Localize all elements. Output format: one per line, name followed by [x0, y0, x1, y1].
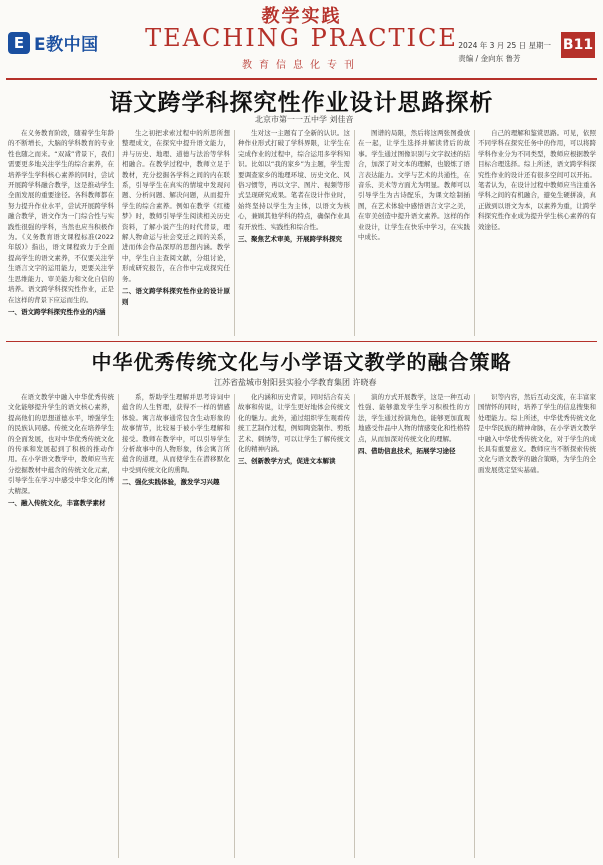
article1-column-4: [358, 128, 470, 338]
article2-col5-text: 识等内容，然后互动交流，在丰富家国情怀的同时，培养了学生的信息搜集和处理能力。综上所述，中华优秀传统文化是中华民族的精神命脉，在小学语文教学中融入中华优秀传统文化，对于学生的成长具有重要意义。教师应当不断探索传统文化与语文教学的融合策略，为学生的全面发展奠定坚实基础。: [478, 393, 596, 474]
article1-subheading-2: 二、语文跨学科探究性作业的设计原则: [122, 287, 230, 306]
article1-col1-text: 在义务教育阶段，随着学生年龄的不断增长，大脑的学科教育的专业性也随之而来。“双减”背景下，我们需要更多地关注学生的综合素养，在培养学生学科核心素养的同时，尝试开展跨学科融合教学，这是推动学生全面发展的重要途径。各科教师都在努力提升作业水平，尝试开展跨学科融合教学，语文作为一门综合性与实践性很强的学科，当然也应当积极作为。《义务教育语文课程标准(2022年版)》指出，语文课程致力于全面提高学生的语文素养，不仅要关注学生语言文字的运用能力，更要关注学生思维能力、审美能力和文化自信的培养。语文跨学科探究性作业，正是在这样的背景下应运而生的。: [8, 129, 114, 304]
article1-subheading-3: 三、聚焦艺术审美，开展跨学科探究: [238, 235, 342, 244]
article2-column-4: [358, 392, 470, 860]
article1-column-5: [478, 128, 596, 338]
issue-meta: [458, 39, 551, 65]
article1-col5-text: 自己的理解和鉴赏思路。可见，依照不同学科在探究任务中的作用，可以将跨学科作业分为不同类型，教师应根据教学目标合理选择。综上所述，语文跨学科探究性作业的设计还有很多空间可以开拓。笔者认为，在设计过程中教师应当注重各学科之间的有机融合，避免生硬拼凑，真正做到以语文为本，以素养为重，让跨学科探究性作业成为提升学生核心素养的有效途径。: [478, 129, 596, 231]
column-divider: [474, 394, 475, 858]
section-title-cn: 教学实践: [261, 6, 342, 27]
article2-byline: 江苏省盐城市射阳县实验小学教育集团 许晓春: [214, 378, 377, 387]
article2-title: 中华优秀传统文化与小学语文教学的融合策略: [91, 350, 512, 374]
article2-column-1: [8, 392, 114, 860]
article1-column-2: [122, 128, 230, 338]
column-divider: [118, 394, 119, 858]
article1-col2-text: 生之初把求索过程中的所思所想整理成文，在探究中提升语文能力，并与历史、地理、道德与法治等学科相融合。在教学过程中，教师立足于教材，充分挖掘各学科之间的内在联系，引导学生在真实的情境中发现问题、分析问题、解决问题，从而提升学生的综合素养。例如在教学《红楼梦》时，教师引导学生阅读相关历史资料，了解小说产生的时代背景，理解人物命运与社会变迁之间的关系，进而体会作品深厚的思想内涵。教学中，学生自主查阅文献，分组讨论，形成研究报告，在合作中完成探究任务。: [122, 129, 230, 283]
column-divider: [234, 394, 235, 858]
article1-column-3: [238, 128, 350, 338]
column-divider: [354, 394, 355, 858]
article2-subheading-4: 四、借助信息技术，拓展学习途径: [358, 447, 456, 456]
article1-col3-text: 生对这一主题有了全新的认识。这种作业形式打破了学科界限，让学生在完成作业的过程中，综合运用多学科知识。比如以“我的家乡”为主题，学生需要调查家乡的地理环境、历史文化、风俗习惯等，再以文字、图片、视频等形式呈现研究成果。笔者在设计作业时，始终坚持以学生为主体，以语文为核心，兼顾其他学科的特点，确保作业具有开放性、实践性和综合性。: [238, 129, 350, 231]
masthead-rule: [6, 78, 597, 80]
article1-byline: 北京市第一一五中学 刘佳音: [255, 115, 354, 124]
article2-column-5: [478, 392, 596, 860]
page-number-badge: B11: [561, 32, 595, 58]
issue-date: 2024 年 3 月 25 日 星期一: [458, 41, 551, 50]
section-title-en: TEACHING PRACTICE: [145, 24, 458, 52]
article1-column-1: [8, 128, 114, 338]
article1-subheading-1: 一、语文跨学科探究性作业的内涵: [8, 307, 106, 316]
column-divider: [474, 130, 475, 336]
article2-subheading-2: 二、强化实践体验，激发学习兴趣: [122, 478, 220, 487]
column-divider: [234, 130, 235, 336]
masthead: [0, 0, 603, 82]
logo-mark-icon: E: [8, 32, 30, 54]
article1-col4-text: 图谱的局限，然后将这两张图叠放在一起，让学生选择并解读背后的故事。学生通过图像识别与文字叙述的结合，加深了对文本的理解，也锻炼了语言表达能力。文学与艺术的共通性，在音乐、美术等方面尤为明显。教师可以引导学生为古诗配乐，为课文绘制插图，在艺术体验中感悟语言文字之美，在审美创造中提升语文素养。这样的作业设计，让学生在快乐中学习，在实践中成长。: [358, 129, 470, 242]
article2-col4-text: 演的方式开展教学，这是一种互动性强、能够激发学生学习积极性的方法，学生通过扮演角色，能够更加直观地感受作品中人物的情感变化和性格特点，从而加深对传统文化的理解。: [358, 393, 470, 443]
column-divider: [354, 130, 355, 336]
article2-column-3: [238, 392, 350, 860]
article2-subheading-1: 一、融入传统文化，丰富教学素材: [8, 499, 106, 508]
article2-col3-text: 化内涵和历史背景，同时结合有关故事和传说，让学生更好地体会传统文化的魅力。此外，通过组织学生观看传统工艺制作过程，例如陶瓷制作、剪纸艺术、刺绣等，可以让学生了解传统文化的精神内涵。: [238, 393, 350, 454]
article1-title: 语文跨学科探究性作业设计思路探析: [109, 90, 494, 116]
article2-subheading-3: 三、创新教学方式，促进文本解读: [238, 457, 336, 466]
article-separator: [6, 341, 597, 342]
editors: 责编 / 金向东 鲁芳: [458, 54, 521, 63]
article2-column-2: [122, 392, 230, 860]
article2-col2-text: 系，帮助学生理解并思考诗词中蕴含的人生哲理，获得不一样的情感体验。寓言故事通常包含生动形象的故事情节，比较易于被小学生理解和接受。教师在教学中，可以引导学生分析故事中的人物形象，体会寓言所蕴含的道理，从而使学生在潜移默化中受到传统文化的熏陶。: [122, 393, 230, 474]
article2-col1-text: 在语文教学中融入中华优秀传统文化能够提升学生的语文核心素养，提高他们的思想道德水平，增强学生的民族认同感。传统文化在培养学生的全面发展，也对中华优秀传统文化的传承和发展起到了积极的推动作用。在小学语文教学中，教师应当充分挖掘教材中蕴含的传统文化元素，引导学生在学习中感受中华文化的博大精深。: [8, 393, 114, 495]
section-subtitle: 教育信息化专刊: [242, 60, 361, 71]
column-divider: [118, 130, 119, 336]
logo-text: E教中国: [34, 35, 99, 55]
